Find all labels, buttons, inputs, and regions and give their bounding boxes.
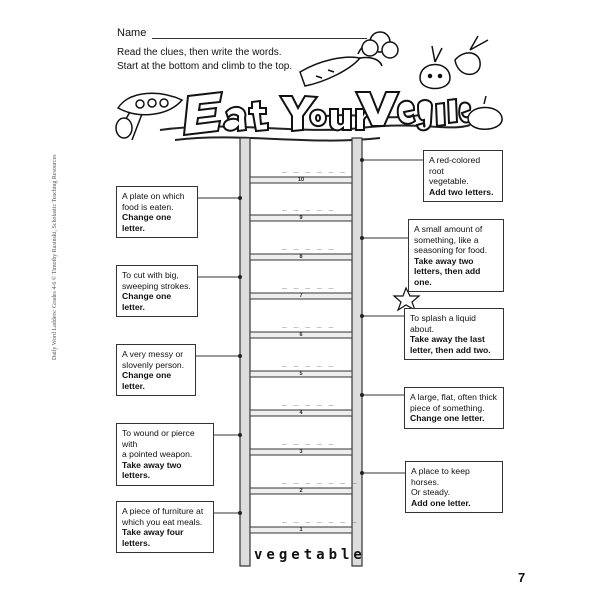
- clue-6-text-1: To splash a liquid about.: [410, 313, 476, 334]
- title-letters: [184, 92, 471, 135]
- clue-3-instruction: Take away two letters.: [122, 459, 182, 480]
- cauliflower-illustration: [362, 32, 398, 58]
- clue-box-1: [116, 501, 214, 553]
- clue-10-connector-dot: [360, 158, 364, 162]
- clue-2-text-2: Or steady.: [411, 487, 451, 497]
- rung-4-number: 4: [299, 409, 303, 416]
- rung-2-answer-blank[interactable]: _ _ _ _ _ _ _: [282, 475, 358, 484]
- clue-6-instruction: Take away the last letter, then add two.: [410, 334, 491, 355]
- clue-1-instruction: Take away four letters.: [122, 527, 184, 548]
- clue-9-connector-dot: [238, 196, 242, 200]
- clue-4-instruction: Change one letter.: [410, 413, 485, 423]
- start-word: vegetable: [254, 547, 366, 563]
- clue-7-text-1: To cut with big,: [122, 270, 179, 280]
- clue-3-text-2: a pointed weapon.: [122, 449, 193, 459]
- copyright-side-text: Daily Word Ladders: Grades 4-6 © Timothy Rasinski, Scholastic Teaching Resources: [52, 154, 58, 360]
- rung-7-number: 7: [299, 292, 303, 299]
- clue-3-connector-dot: [238, 433, 242, 437]
- clue-4-text-1: A large, flat, often thick: [410, 392, 497, 402]
- clue-4-text-2: piece of something.: [410, 402, 485, 413]
- clue-10-instruction: Add two letters.: [429, 186, 494, 197]
- rung-9-answer-blank[interactable]: _ _ _ _ _: [282, 202, 335, 211]
- clue-box-6: [404, 308, 504, 360]
- rung-5-number: 5: [299, 370, 303, 377]
- instructions-line-1: Read the clues, then write the words.: [117, 47, 282, 58]
- clue-box-4: [404, 387, 504, 429]
- peapod-illustration: [116, 93, 182, 140]
- clue-5-connector-dot: [238, 354, 242, 358]
- clue-1-text-2: which you eat meals.: [122, 516, 203, 527]
- title-logo: [160, 92, 471, 141]
- clue-4-connector-dot: [360, 393, 364, 397]
- rung-3-number: 3: [299, 448, 303, 455]
- ladder-right-rail: [352, 138, 362, 566]
- clue-6-connector-dot: [360, 314, 364, 318]
- rung-7-answer-blank[interactable]: _ _ _ _ _: [282, 280, 335, 289]
- clue-box-8: [408, 219, 504, 292]
- clue-2-instruction: Add one letter.: [411, 497, 471, 508]
- rung-5-answer-blank[interactable]: _ _ _ _ _: [282, 358, 335, 367]
- page-number: 7: [518, 570, 526, 585]
- clue-7-text-2: sweeping strokes.: [122, 280, 191, 291]
- name-label: Name: [117, 27, 147, 39]
- clue-9-instruction: Change one letter.: [122, 212, 172, 233]
- instructions-line-2: Start at the bottom and climb to the top.: [117, 61, 293, 72]
- clue-9-text-1: A plate on which: [122, 191, 185, 201]
- clue-3-text-1: To wound or pierce with: [122, 428, 195, 449]
- clue-5-text-1: A very messy or: [122, 349, 184, 359]
- onion-illustration: [420, 46, 450, 89]
- clue-2-connector-dot: [360, 471, 364, 475]
- clue-box-7: [116, 265, 198, 317]
- rung-1-answer-blank[interactable]: _ _ _ _ _ _ _: [282, 514, 358, 523]
- rung-10-number: 10: [297, 176, 305, 183]
- clue-8-text-2: something, like a: [414, 234, 479, 245]
- clue-8-text-3: seasoning for food.: [414, 245, 488, 255]
- clue-8-connector-dot: [360, 236, 364, 240]
- clue-5-instruction: Change one letter.: [122, 370, 172, 391]
- rung-8-answer-blank[interactable]: _ _ _ _ _: [282, 241, 335, 250]
- clue-8-text-1: A small amount of: [414, 224, 483, 234]
- clue-box-2: [405, 461, 503, 513]
- rung-6-number: 6: [299, 331, 303, 338]
- rung-8-number: 8: [299, 253, 303, 260]
- clue-box-10: [423, 150, 503, 202]
- clue-7-connector-dot: [238, 275, 242, 279]
- rung-9-number: 9: [299, 214, 303, 221]
- clue-10-text-2: vegetable.: [429, 176, 469, 186]
- clue-10-text-1: A red-colored root: [429, 155, 481, 176]
- clue-9-text-2: food is eaten.: [122, 201, 174, 212]
- rung-10-answer-blank[interactable]: _ _ _ _ _ _: [282, 164, 346, 173]
- clue-box-9: [116, 186, 198, 238]
- rung-2-number: 2: [299, 487, 303, 494]
- clue-2-text-1: A place to keep horses.: [411, 466, 470, 487]
- rung-4-answer-blank[interactable]: _ _ _ _ _: [282, 397, 335, 406]
- rung-1-number: 1: [299, 526, 303, 533]
- clue-1-text-1: A piece of furniture at: [122, 506, 204, 516]
- rung-3-answer-blank[interactable]: _ _ _ _ _: [282, 436, 335, 445]
- clue-5-text-2: slovenly person.: [122, 359, 185, 370]
- clue-box-3: [116, 423, 214, 486]
- clue-8-instruction: Take away two letters, then add one.: [414, 255, 481, 287]
- radish-illustration: [455, 36, 488, 74]
- clue-1-connector-dot: [238, 511, 242, 515]
- ladder-left-rail: [240, 138, 250, 566]
- pepper-illustration: [468, 96, 502, 129]
- clue-7-instruction: Change one letter.: [122, 291, 172, 312]
- clue-box-5: [116, 344, 196, 396]
- rung-6-answer-blank[interactable]: _ _ _ _ _: [282, 319, 335, 328]
